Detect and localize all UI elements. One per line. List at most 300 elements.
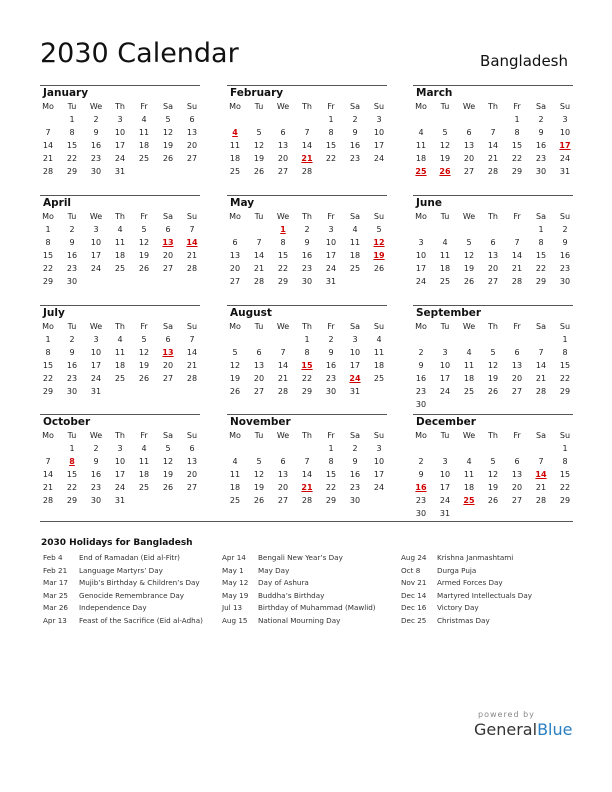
day-cell: 8 — [280, 238, 286, 247]
month-divider — [413, 85, 573, 86]
day-cell: 8 — [69, 128, 75, 137]
day-cell: 4 — [352, 225, 358, 234]
weekday-label: We — [89, 212, 103, 221]
weekday-header — [40, 212, 200, 224]
day-cell: 11 — [138, 457, 150, 466]
day-cell: 4 — [117, 225, 123, 234]
day-cell: 30 — [66, 277, 78, 286]
day-cell: 3 — [442, 457, 448, 466]
day-cell: 11 — [415, 141, 427, 150]
day-cell: 3 — [376, 444, 382, 453]
day-cell: 28 — [42, 496, 54, 505]
weekday-header — [227, 322, 387, 334]
day-cell: 7 — [490, 128, 496, 137]
day-cell: 31 — [90, 387, 102, 396]
holiday-date: Feb 21 — [43, 565, 68, 575]
day-cell: 5 — [376, 225, 382, 234]
day-cell: 30 — [349, 496, 361, 505]
week-row — [40, 238, 200, 250]
weekday-label: Fr — [140, 212, 148, 221]
day-cell: 5 — [232, 348, 238, 357]
weekday-label: Fr — [140, 322, 148, 331]
weekday-label: Tu — [67, 431, 77, 440]
week-row — [227, 154, 387, 166]
weekday-label: Tu — [440, 212, 450, 221]
day-cell: 9 — [93, 457, 99, 466]
day-cell: 4 — [141, 115, 147, 124]
day-cell: 13 — [277, 470, 289, 479]
day-cell: 15 — [277, 251, 289, 260]
holiday-entry — [401, 566, 532, 579]
day-cell: 8 — [45, 348, 51, 357]
weekday-label: We — [89, 431, 103, 440]
holiday-day: 19 — [373, 251, 385, 260]
day-cell: 10 — [114, 128, 126, 137]
day-cell: 20 — [186, 141, 198, 150]
weekday-label: Sa — [350, 431, 360, 440]
month-january — [40, 85, 200, 190]
day-cell: 9 — [352, 457, 358, 466]
day-cell: 13 — [229, 251, 241, 260]
day-cell: 23 — [415, 387, 427, 396]
day-cell: 1 — [69, 115, 75, 124]
day-cell: 2 — [562, 225, 568, 234]
day-cell: 27 — [463, 167, 475, 176]
day-cell: 9 — [562, 238, 568, 247]
day-cell: 25 — [229, 167, 241, 176]
day-cell: 4 — [466, 348, 472, 357]
day-cell: 30 — [66, 387, 78, 396]
weekday-label: Sa — [350, 212, 360, 221]
day-cell: 15 — [66, 141, 78, 150]
day-cell: 26 — [138, 374, 150, 383]
week-row — [413, 509, 573, 521]
day-cell: 5 — [141, 335, 147, 344]
holiday-date: May 1 — [222, 565, 244, 575]
day-cell: 10 — [373, 128, 385, 137]
weekday-label: We — [276, 431, 290, 440]
day-cell: 25 — [463, 387, 475, 396]
day-cell: 29 — [42, 277, 54, 286]
holiday-entry — [222, 578, 376, 591]
day-cell: 13 — [186, 457, 198, 466]
week-row — [227, 457, 387, 469]
day-cell: 9 — [418, 361, 424, 370]
weekday-label: We — [276, 102, 290, 111]
week-row — [413, 335, 573, 347]
weekday-label: Fr — [327, 322, 335, 331]
day-cell: 11 — [373, 348, 385, 357]
day-cell: 29 — [66, 167, 78, 176]
holiday-day: 25 — [463, 496, 475, 505]
week-row — [40, 251, 200, 263]
day-cell: 24 — [373, 483, 385, 492]
holiday-name: Independence Day — [79, 603, 147, 613]
day-cell: 19 — [463, 264, 475, 273]
weekday-label: Th — [302, 322, 312, 331]
weekday-header — [40, 431, 200, 443]
holiday-entry — [401, 591, 532, 604]
day-cell: 25 — [114, 374, 126, 383]
day-cell: 1 — [328, 115, 334, 124]
day-cell: 25 — [229, 496, 241, 505]
day-cell: 16 — [349, 470, 361, 479]
holiday-date: Oct 8 — [401, 565, 421, 575]
day-cell: 18 — [463, 483, 475, 492]
month-march — [413, 85, 573, 190]
day-cell: 19 — [439, 154, 451, 163]
week-row — [413, 277, 573, 289]
holiday-date: Nov 21 — [401, 578, 427, 588]
day-cell: 2 — [93, 115, 99, 124]
holiday-name: Martyred Intellectuals Day — [437, 590, 532, 600]
weekday-label: We — [462, 212, 476, 221]
weekday-label: Th — [115, 102, 125, 111]
day-cell: 21 — [186, 251, 198, 260]
day-cell: 30 — [325, 387, 337, 396]
day-cell: 15 — [325, 470, 337, 479]
day-cell: 24 — [325, 264, 337, 273]
day-cell: 26 — [229, 387, 241, 396]
month-name: June — [416, 197, 442, 209]
day-cell: 24 — [439, 496, 451, 505]
holiday-day: 21 — [301, 154, 313, 163]
day-cell: 16 — [349, 141, 361, 150]
day-cell: 25 — [373, 374, 385, 383]
day-cell: 15 — [511, 141, 523, 150]
weekday-header — [413, 102, 573, 114]
day-cell: 10 — [90, 238, 102, 247]
holiday-name: Feast of the Sacrifice (Eid al-Adha) — [79, 615, 203, 625]
day-cell: 18 — [373, 361, 385, 370]
day-cell: 28 — [42, 167, 54, 176]
weekday-label: Su — [373, 102, 385, 111]
day-cell: 7 — [304, 457, 310, 466]
day-cell: 13 — [186, 128, 198, 137]
holiday-date: Dec 25 — [401, 615, 427, 625]
day-cell: 17 — [114, 470, 126, 479]
day-cell: 28 — [511, 277, 523, 286]
holiday-date: Dec 16 — [401, 603, 427, 613]
month-name: July — [43, 307, 65, 319]
week-row — [413, 251, 573, 263]
day-cell: 25 — [138, 154, 150, 163]
day-cell: 13 — [253, 361, 265, 370]
day-cell: 29 — [301, 387, 313, 396]
weekday-header — [413, 322, 573, 334]
day-cell: 3 — [117, 444, 123, 453]
holiday-entry — [401, 603, 532, 616]
week-row — [40, 444, 200, 456]
day-cell: 16 — [66, 361, 78, 370]
day-cell: 4 — [141, 444, 147, 453]
day-cell: 1 — [45, 225, 51, 234]
day-cell: 9 — [69, 348, 75, 357]
day-cell: 28 — [301, 496, 313, 505]
month-september — [413, 305, 573, 410]
weekday-header — [227, 212, 387, 224]
day-cell: 22 — [66, 154, 78, 163]
month-divider — [227, 305, 387, 306]
weekday-label: Su — [559, 212, 571, 221]
week-row — [227, 374, 387, 386]
day-cell: 24 — [439, 387, 451, 396]
week-row — [40, 348, 200, 360]
day-cell: 7 — [45, 128, 51, 137]
week-row — [413, 238, 573, 250]
weekday-label: Sa — [536, 212, 546, 221]
day-cell: 18 — [463, 374, 475, 383]
holiday-date: Mar 26 — [43, 603, 68, 613]
day-cell: 30 — [301, 277, 313, 286]
holiday-name: National Mourning Day — [258, 615, 341, 625]
day-cell: 14 — [253, 251, 265, 260]
day-cell: 17 — [439, 483, 451, 492]
weekday-header — [40, 322, 200, 334]
day-cell: 11 — [229, 470, 241, 479]
day-cell: 30 — [90, 496, 102, 505]
week-row — [40, 457, 200, 469]
day-cell: 1 — [562, 444, 568, 453]
day-cell: 7 — [538, 348, 544, 357]
day-cell: 15 — [535, 251, 547, 260]
day-cell: 24 — [90, 264, 102, 273]
holiday-date: May 12 — [222, 578, 249, 588]
weekday-header — [413, 212, 573, 224]
day-cell: 24 — [114, 154, 126, 163]
holidays-heading: 2030 Holidays for Bangladesh — [41, 538, 193, 548]
holiday-entry — [43, 616, 203, 629]
day-cell: 21 — [487, 154, 499, 163]
day-cell: 19 — [229, 374, 241, 383]
day-cell: 27 — [511, 496, 523, 505]
day-cell: 23 — [559, 264, 571, 273]
week-row — [227, 470, 387, 482]
week-row — [413, 115, 573, 127]
month-divider — [40, 85, 200, 86]
day-cell: 11 — [349, 238, 361, 247]
holiday-day: 16 — [415, 483, 427, 492]
week-row — [227, 277, 387, 289]
day-cell: 8 — [562, 457, 568, 466]
day-cell: 16 — [325, 361, 337, 370]
day-cell: 5 — [165, 115, 171, 124]
day-cell: 31 — [559, 167, 571, 176]
month-november — [227, 414, 387, 519]
day-cell: 3 — [93, 225, 99, 234]
day-cell: 6 — [514, 348, 520, 357]
day-cell: 26 — [487, 496, 499, 505]
day-cell: 9 — [352, 128, 358, 137]
week-row — [413, 154, 573, 166]
holiday-entry — [222, 616, 376, 629]
day-cell: 10 — [325, 238, 337, 247]
month-divider — [413, 305, 573, 306]
day-cell: 4 — [376, 335, 382, 344]
holiday-name: Genocide Remembrance Day — [79, 590, 185, 600]
day-cell: 26 — [463, 277, 475, 286]
day-cell: 22 — [42, 264, 54, 273]
day-cell: 11 — [463, 361, 475, 370]
weekday-header — [227, 102, 387, 114]
weekday-label: Fr — [327, 102, 335, 111]
month-name: August — [230, 307, 272, 319]
day-cell: 7 — [514, 238, 520, 247]
day-cell: 31 — [114, 496, 126, 505]
day-cell: 2 — [328, 335, 334, 344]
weekday-label: Th — [488, 431, 498, 440]
holiday-entry — [43, 578, 203, 591]
day-cell: 1 — [562, 335, 568, 344]
day-cell: 21 — [535, 483, 547, 492]
day-cell: 27 — [277, 496, 289, 505]
day-cell: 8 — [514, 128, 520, 137]
day-cell: 2 — [352, 115, 358, 124]
week-row — [413, 361, 573, 373]
day-cell: 10 — [90, 348, 102, 357]
day-cell: 21 — [277, 374, 289, 383]
day-cell: 23 — [415, 496, 427, 505]
weekday-label: Tu — [67, 322, 77, 331]
weekday-label: Sa — [536, 431, 546, 440]
day-cell: 8 — [328, 128, 334, 137]
brand-general: General — [474, 720, 538, 739]
weekday-label: Mo — [42, 102, 54, 111]
weekday-label: Fr — [327, 431, 335, 440]
day-cell: 18 — [138, 141, 150, 150]
day-cell: 6 — [189, 115, 195, 124]
day-cell: 18 — [114, 251, 126, 260]
week-row — [413, 470, 573, 482]
month-divider — [40, 305, 200, 306]
day-cell: 18 — [439, 264, 451, 273]
day-cell: 6 — [280, 457, 286, 466]
day-cell: 8 — [45, 238, 51, 247]
day-cell: 22 — [277, 264, 289, 273]
day-cell: 23 — [90, 154, 102, 163]
day-cell: 19 — [487, 483, 499, 492]
month-name: April — [43, 197, 72, 209]
calendar-bottom-divider — [40, 521, 573, 522]
day-cell: 31 — [114, 167, 126, 176]
week-row — [40, 470, 200, 482]
holiday-name: End of Ramadan (Eid al-Fitr) — [79, 553, 180, 562]
day-cell: 10 — [349, 348, 361, 357]
day-cell: 14 — [535, 361, 547, 370]
week-row — [40, 141, 200, 153]
day-cell: 23 — [66, 374, 78, 383]
week-row — [227, 264, 387, 276]
weekday-label: Su — [186, 322, 198, 331]
holiday-name: Durga Puja — [437, 565, 477, 575]
week-row — [227, 128, 387, 140]
holiday-entry — [43, 603, 203, 616]
week-row — [40, 335, 200, 347]
day-cell: 24 — [415, 277, 427, 286]
day-cell: 13 — [511, 470, 523, 479]
day-cell: 1 — [69, 444, 75, 453]
weekday-label: Mo — [415, 322, 427, 331]
week-row — [413, 264, 573, 276]
week-row — [40, 225, 200, 237]
day-cell: 20 — [229, 264, 241, 273]
holiday-day: 25 — [415, 167, 427, 176]
day-cell: 6 — [165, 335, 171, 344]
holiday-date: Dec 14 — [401, 590, 427, 600]
weekday-label: Su — [559, 431, 571, 440]
day-cell: 27 — [186, 154, 198, 163]
day-cell: 17 — [90, 251, 102, 260]
day-cell: 9 — [69, 238, 75, 247]
day-cell: 6 — [514, 457, 520, 466]
day-cell: 20 — [186, 470, 198, 479]
weekday-label: Mo — [415, 431, 427, 440]
day-cell: 4 — [418, 128, 424, 137]
week-row — [227, 348, 387, 360]
weekday-label: Fr — [327, 212, 335, 221]
day-cell: 22 — [325, 154, 337, 163]
day-cell: 12 — [487, 470, 499, 479]
day-cell: 19 — [162, 141, 174, 150]
day-cell: 6 — [232, 238, 238, 247]
weekday-label: Th — [302, 431, 312, 440]
weekday-label: Sa — [163, 431, 173, 440]
day-cell: 3 — [376, 115, 382, 124]
day-cell: 9 — [418, 470, 424, 479]
day-cell: 7 — [538, 457, 544, 466]
weekday-label: We — [462, 322, 476, 331]
day-cell: 18 — [349, 251, 361, 260]
day-cell: 29 — [66, 496, 78, 505]
day-cell: 9 — [93, 128, 99, 137]
weekday-header — [227, 431, 387, 443]
day-cell: 18 — [138, 470, 150, 479]
day-cell: 23 — [535, 154, 547, 163]
week-row — [227, 238, 387, 250]
day-cell: 2 — [304, 225, 310, 234]
day-cell: 27 — [253, 387, 265, 396]
holiday-entry — [401, 553, 532, 566]
holiday-day: 12 — [373, 238, 385, 247]
holiday-entry — [43, 591, 203, 604]
holiday-column — [222, 553, 376, 629]
holiday-name: Bengali New Year’s Day — [258, 553, 343, 562]
holiday-day: 15 — [301, 361, 313, 370]
day-cell: 10 — [439, 361, 451, 370]
weekday-label: Su — [559, 322, 571, 331]
week-row — [413, 387, 573, 399]
day-cell: 2 — [352, 444, 358, 453]
weekday-label: Sa — [163, 102, 173, 111]
day-cell: 29 — [535, 277, 547, 286]
day-cell: 23 — [66, 264, 78, 273]
day-cell: 28 — [535, 496, 547, 505]
week-row — [413, 141, 573, 153]
month-name: December — [416, 416, 476, 428]
weekday-label: Fr — [513, 322, 521, 331]
day-cell: 20 — [487, 264, 499, 273]
day-cell: 8 — [328, 457, 334, 466]
day-cell: 29 — [277, 277, 289, 286]
holiday-day: 14 — [535, 470, 547, 479]
week-row — [227, 335, 387, 347]
week-row — [40, 115, 200, 127]
generalblue-logo[interactable] — [474, 720, 572, 739]
day-cell: 18 — [114, 361, 126, 370]
weekday-label: Tu — [440, 431, 450, 440]
day-cell: 16 — [90, 141, 102, 150]
holiday-day: 1 — [280, 225, 286, 234]
